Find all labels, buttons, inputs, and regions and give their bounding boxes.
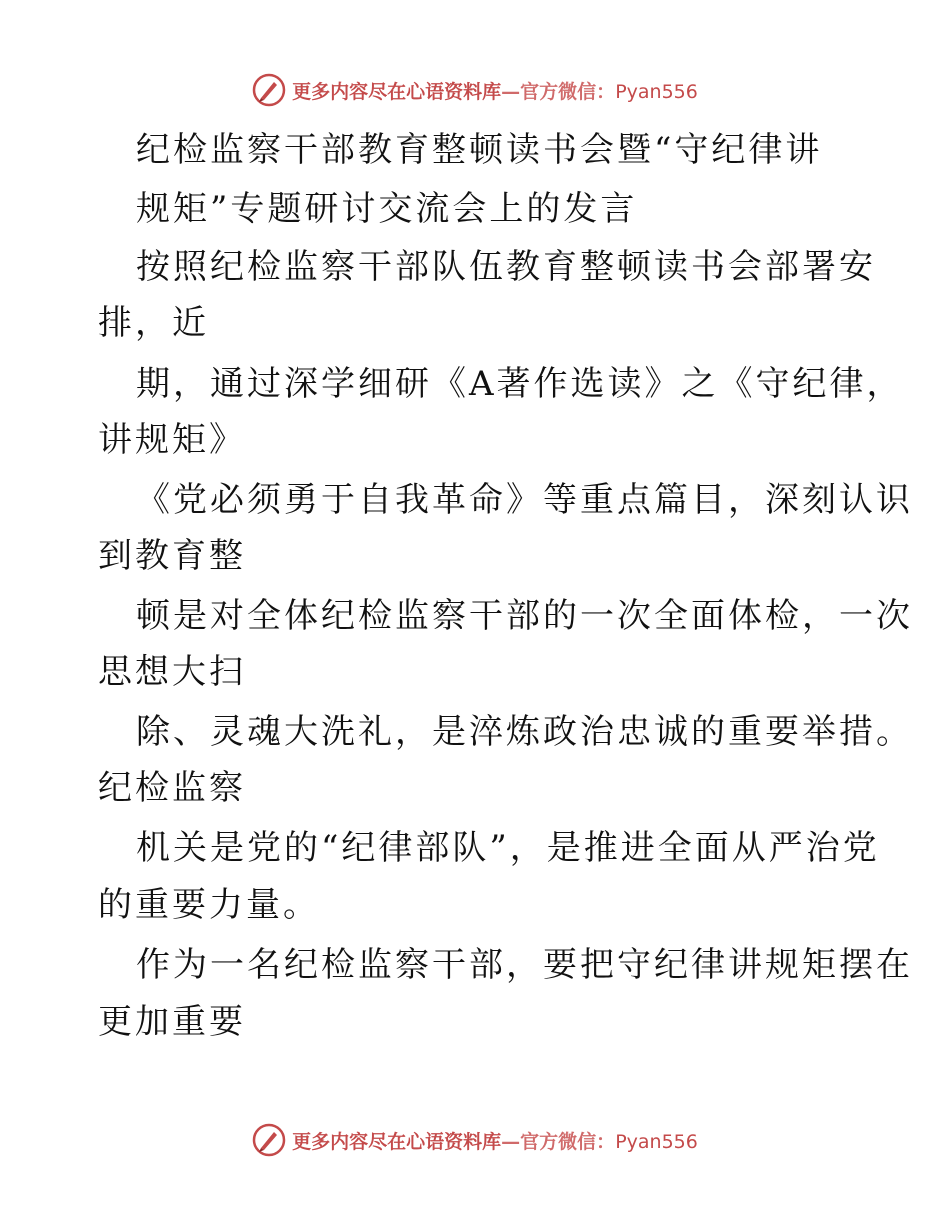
paragraph-line: 除、灵魂大洗礼，是淬炼政治忠诚的重要举措。 <box>136 712 913 752</box>
watermark-official: 官方微信： <box>520 80 616 103</box>
watermark-site: 更多内容尽在心语资料库 <box>292 1130 502 1153</box>
watermark-official: 官方微信： <box>520 1130 616 1153</box>
document-title-line-2: 规矩”专题研讨交流会上的发言 <box>136 189 638 229</box>
watermark-id: Pyan556 <box>615 1130 698 1153</box>
paragraph-line: 讲规矩》 <box>98 420 246 460</box>
watermark-site: 更多内容尽在心语资料库 <box>292 80 502 103</box>
paragraph-line: 机关是党的“纪律部队”，是推进全面从严治党 <box>136 828 880 868</box>
paragraph-line: 排，近 <box>98 303 209 343</box>
watermark-text <box>292 1127 698 1154</box>
watermark-dash: — <box>501 1130 521 1153</box>
document-title-line-1: 纪检监察干部教育整顿读书会暨“守纪律讲 <box>136 130 823 170</box>
paragraph-line: 纪检监察 <box>98 768 246 808</box>
paragraph-line: 期，通过深学细研《A著作选读》之《守纪律， <box>136 364 904 404</box>
quill-logo-icon <box>252 73 286 107</box>
paragraph-line: 的重要力量。 <box>98 885 320 925</box>
watermark-text <box>292 77 698 104</box>
paragraph-line: 按照纪检监察干部队伍教育整顿读书会部署安 <box>136 247 876 287</box>
quill-logo-icon <box>252 1123 286 1157</box>
paragraph-line: 顿是对全体纪检监察干部的一次全面体检，一次 <box>136 596 913 636</box>
paragraph-line: 到教育整 <box>98 536 246 576</box>
paragraph-line: 《党必须勇于自我革命》等重点篇目，深刻认识 <box>136 480 913 520</box>
footer-watermark <box>0 1120 950 1160</box>
watermark-dash: — <box>501 80 521 103</box>
paragraph-line: 作为一名纪检监察干部，要把守纪律讲规矩摆在 <box>136 945 913 985</box>
paragraph-line: 更加重要 <box>98 1002 246 1042</box>
header-watermark <box>0 70 950 110</box>
paragraph-line: 思想大扫 <box>98 652 246 692</box>
watermark-id: Pyan556 <box>615 80 698 103</box>
